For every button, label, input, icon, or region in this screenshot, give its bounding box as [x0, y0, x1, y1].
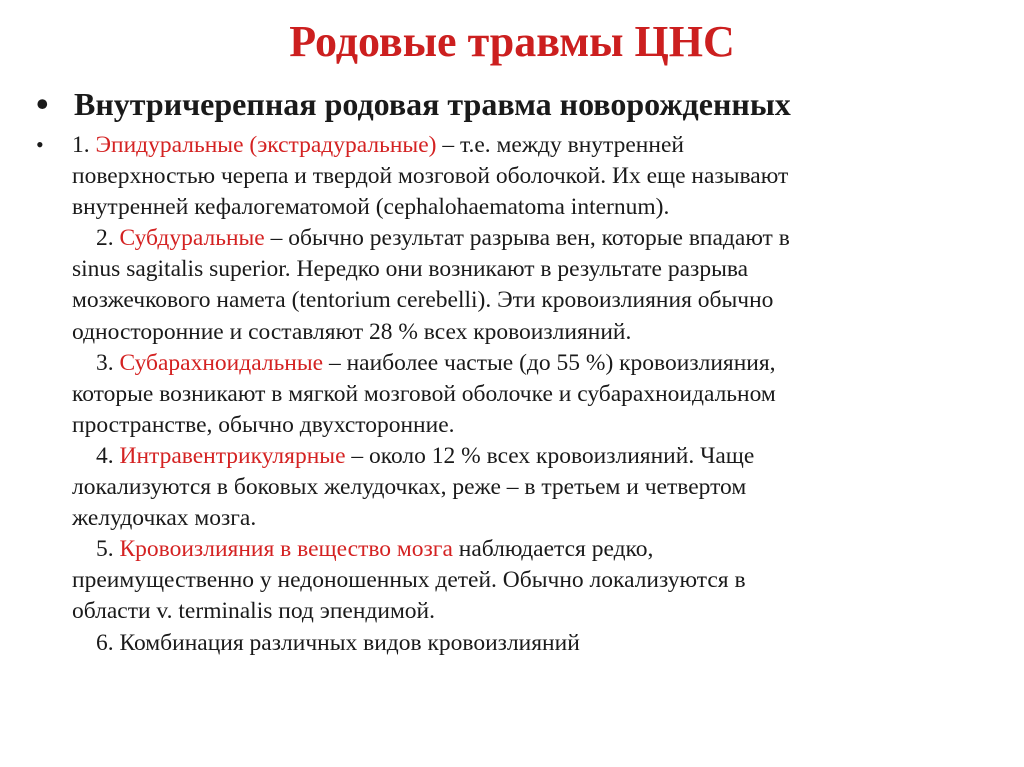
- item-number: 3.: [96, 349, 114, 376]
- list-item-intraventricular: [72, 441, 972, 534]
- item-text: которые возникают в мягкой мозговой оболочке и субарахноидальном: [72, 380, 776, 407]
- item-number: 5.: [96, 536, 114, 563]
- item-line: [72, 223, 972, 254]
- item-line: [72, 441, 972, 472]
- item-term: Субарахноидальные: [119, 349, 324, 376]
- item-text: мозжечкового намета (tentorium cerebelli). Эти кровоизлияния обычно: [72, 287, 774, 314]
- item-text: – обычно результат разрыва вен, которые впадают в: [264, 225, 790, 252]
- item-text: локализуются в боковых желудочках, реже – в третьем и четвертом: [72, 474, 747, 501]
- item-line: [72, 348, 972, 379]
- item-text: области v. terminalis под эпендимой.: [72, 598, 436, 625]
- bullet-icon: •: [36, 84, 49, 124]
- item-line: [72, 130, 972, 161]
- list-item-subarachnoid: [72, 348, 972, 441]
- item-text: sinus sagitalis superior. Нередко они возникают в результате разрыва: [72, 256, 749, 283]
- item-text: поверхностью черепа и твердой мозговой оболочкой. Их еще называют: [72, 163, 789, 190]
- item-term: Кровоизлияния в вещество мозга: [119, 536, 453, 563]
- list-item-subdural: [72, 223, 972, 347]
- item-number: 4.: [96, 442, 114, 469]
- bullet-icon: •: [36, 132, 44, 157]
- item-text: пространстве, обычно двухсторонние.: [72, 411, 455, 438]
- item-line: [72, 534, 972, 565]
- item-term: Интравентрикулярные: [119, 442, 346, 469]
- item-text: желудочках мозга.: [72, 505, 257, 532]
- item-text: внутренней кефалогематомой (cephalohaematoma internum).: [72, 194, 670, 221]
- list-item-epidural: [72, 130, 972, 223]
- item-term: Эпидуральные (экстрадуральные): [95, 132, 437, 158]
- item-text: – около 12 % всех кровоизлияний. Чаще: [345, 442, 755, 469]
- item-text: Комбинация различных видов кровоизлияний: [113, 629, 580, 656]
- section-heading: Внутричерепная родовая травма новорожденных: [74, 86, 791, 122]
- item-text: – наиболее частые (до 55 %) кровоизлияния,: [323, 349, 776, 376]
- item-text: наблюдается редко,: [452, 536, 654, 563]
- item-term: Субдуральные: [119, 225, 265, 252]
- item-number: 6.: [96, 629, 114, 656]
- item-text: преимущественно у недоношенных детей. Обычно локализуются в: [72, 567, 746, 594]
- list-item-parenchymal: [72, 534, 972, 627]
- slide-title: Родовые травмы ЦНС: [289, 17, 735, 66]
- hemorrhage-types-list: [72, 130, 972, 659]
- item-number: 2.: [96, 225, 114, 252]
- item-text: односторонние и составляют 28 % всех кровоизлияний.: [72, 318, 632, 345]
- item-line: [72, 628, 972, 659]
- item-text: – т.е. между внутренней: [436, 132, 684, 158]
- item-number: 1.: [72, 132, 90, 158]
- list-item-combination: [72, 628, 972, 659]
